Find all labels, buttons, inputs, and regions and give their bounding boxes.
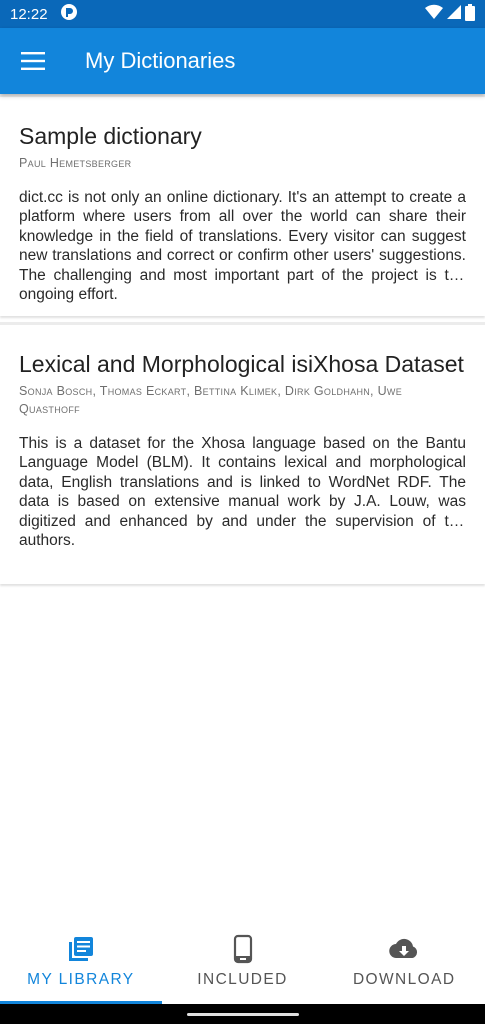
dictionary-description: This is a dataset for the Xhosa language based on the Bantu Language Model (BLM). It contains lexical and morphological data, English translations and is linked to WordNet RDF. The data is based on extensive manual work by J.A. Louw, was digitized and enhanced by and under the supervision of the authors. (19, 435, 466, 550)
app-notification-icon (60, 3, 78, 25)
status-time: 12:22 (10, 5, 48, 23)
dictionary-description: dict.cc is not only an online dictionary. It's an attempt to create a platform where users from all over the world can share their knowledge in the field of translations. Every visitor can suggest new translations and correct or confirm other users' suggestions. The challenging and most important part of the project is the ongoing effort. (19, 189, 466, 304)
tab-label: INCLUDED (197, 971, 288, 988)
library-books-icon (68, 935, 94, 963)
hamburger-menu-icon[interactable] (0, 28, 66, 94)
cloud-download-icon (389, 935, 419, 963)
phone-icon (234, 935, 252, 963)
home-gesture-handle[interactable] (187, 1013, 299, 1016)
battery-icon (465, 4, 475, 25)
dictionary-authors: Paul Hemetsberger (19, 156, 132, 170)
status-bar (0, 0, 485, 28)
tab-included[interactable] (162, 920, 324, 1004)
tab-my-library[interactable] (0, 920, 162, 1004)
tab-download[interactable] (323, 920, 485, 1004)
wifi-icon (425, 4, 443, 24)
dictionary-list (0, 94, 485, 950)
system-navigation-bar (0, 1004, 485, 1024)
dictionary-title: Lexical and Morphological isiXhosa Dataset (19, 351, 464, 377)
signal-icon (447, 4, 461, 24)
tab-label: MY LIBRARY (27, 971, 135, 988)
bottom-navigation (0, 920, 485, 1004)
dictionary-title: Sample dictionary (19, 123, 202, 149)
dictionary-authors: Sonja Bosch, Thomas Eckart, Bettina Klimek, Dirk Goldhahn, Uwe Quasthoff (19, 384, 403, 416)
tab-label: DOWNLOAD (352, 971, 456, 988)
page-title: My Dictionaries (85, 48, 236, 73)
dictionary-card[interactable] (0, 322, 485, 584)
dictionary-card[interactable] (0, 94, 485, 316)
app-bar (0, 28, 485, 94)
